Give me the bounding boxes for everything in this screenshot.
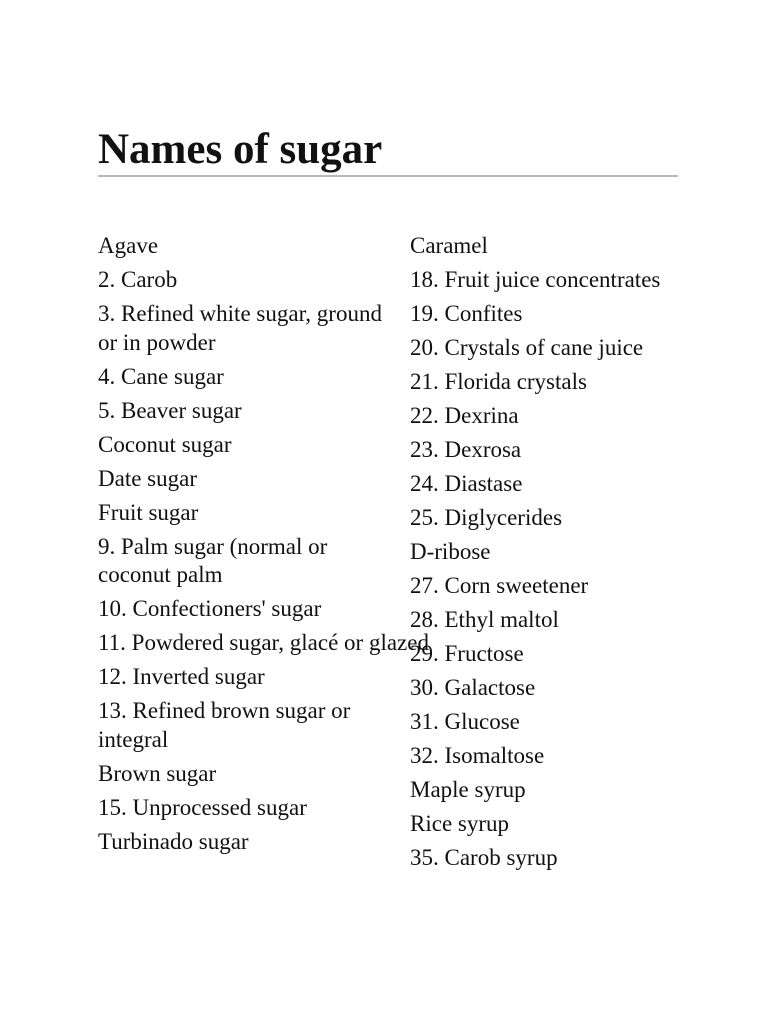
list-item: 35. Carob syrup xyxy=(410,845,558,870)
list-item: 13. Refined brown sugar or integral xyxy=(98,698,351,752)
list-item: 11. Powdered sugar, glacé or glazed xyxy=(98,630,429,655)
list-item: 5. Beaver sugar xyxy=(98,397,242,423)
list-item: 24. Diastase xyxy=(410,471,523,496)
list-item: 29. Fructose xyxy=(410,641,524,666)
sugar-list-left-column xyxy=(98,232,429,862)
list-item: Agave xyxy=(98,233,159,258)
list-item: 31. Glucose xyxy=(410,709,520,734)
list-item: 15. Unprocessed sugar xyxy=(98,794,307,820)
list-item: 21. Florida crystals xyxy=(410,369,587,394)
list-item: 9. Palm sugar (normal or coconut palm xyxy=(98,533,328,587)
list-item: 27. Corn sweetener xyxy=(410,573,589,598)
title-divider xyxy=(98,175,678,177)
list-item: Brown sugar xyxy=(98,760,217,786)
list-item: Date sugar xyxy=(98,465,197,491)
list-item: Turbinado sugar xyxy=(98,828,249,854)
list-item: 28. Ethyl maltol xyxy=(410,607,559,632)
list-item: 3. Refined white sugar, ground or in powder xyxy=(98,301,382,355)
list-item: Coconut sugar xyxy=(98,431,232,457)
list-item: 10. Confectioners' sugar xyxy=(98,596,322,621)
list-item: Maple syrup xyxy=(410,777,526,802)
list-item: 12. Inverted sugar xyxy=(98,664,265,689)
list-item: 2. Carob xyxy=(98,267,178,292)
page-title: Names of sugar xyxy=(98,126,383,173)
list-item: Fruit sugar xyxy=(98,499,199,525)
list-item: 22. Dexrina xyxy=(410,403,519,428)
list-item: Caramel xyxy=(410,233,488,258)
sugar-list-right-column xyxy=(410,232,710,878)
list-item: 25. Diglycerides xyxy=(410,505,563,530)
list-item: 23. Dexrosa xyxy=(410,437,522,462)
list-item: Rice syrup xyxy=(410,811,510,836)
list-item: 4. Cane sugar xyxy=(98,363,224,389)
list-item: 20. Crystals of cane juice xyxy=(410,335,644,360)
list-item: 19. Confites xyxy=(410,301,523,326)
list-item: 30. Galactose xyxy=(410,675,536,700)
list-item: D-ribose xyxy=(410,539,491,564)
list-item: 32. Isomaltose xyxy=(410,743,545,768)
list-item: 18. Fruit juice concentrates xyxy=(410,267,661,292)
